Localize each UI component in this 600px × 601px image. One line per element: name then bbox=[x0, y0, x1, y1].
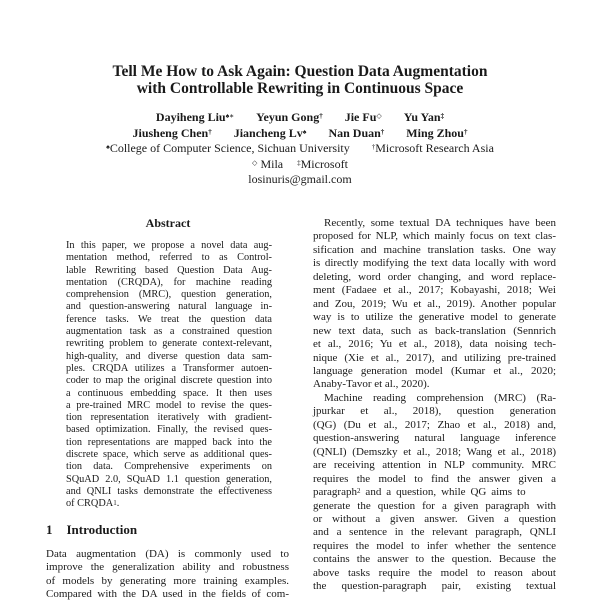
line-text: augmentation task as a constrained question bbox=[66, 326, 272, 338]
author-affiliation-mark: † bbox=[463, 127, 468, 136]
line-text: and QNLI tasks demonstrate the effectiveness bbox=[66, 485, 272, 497]
line-text: and Zou, 2019; Wu et al., 2019). Another popular bbox=[313, 297, 556, 310]
abstract-body bbox=[66, 240, 272, 511]
text-line bbox=[313, 540, 556, 553]
affiliations-row-1 bbox=[0, 141, 600, 157]
line-text: lable Rewriting based Question Data Aug- bbox=[66, 264, 272, 276]
line-text: generate the question for a given paragraph with bbox=[313, 499, 556, 512]
line-text: language generation model (Kumar et al., 2020; bbox=[313, 364, 556, 377]
footnote-mark: 1 bbox=[113, 499, 117, 508]
text-line bbox=[66, 240, 272, 252]
text-line bbox=[313, 486, 556, 499]
text-line bbox=[66, 375, 272, 387]
text-line bbox=[66, 486, 272, 498]
text-line bbox=[66, 424, 272, 436]
text-line bbox=[313, 513, 556, 526]
paper-title bbox=[0, 63, 600, 97]
text-line bbox=[66, 301, 272, 313]
footnote-mark: 2 bbox=[356, 487, 361, 496]
authors-row-2 bbox=[0, 126, 600, 142]
line-text: rewriting problem to generate context-relevant, bbox=[66, 338, 272, 350]
author-affiliation-mark: ‡ bbox=[440, 112, 445, 120]
line-text: ference tasks. We treat the question data bbox=[66, 313, 272, 325]
line-text: ment (Fadaee et al., 2017; Kobayashi, 2018; Wei bbox=[313, 284, 556, 297]
line-text: comprehension (MRC), question generation, bbox=[66, 289, 272, 301]
text-line bbox=[46, 561, 289, 574]
author-name: Jiusheng Chen bbox=[132, 125, 209, 140]
introduction-body bbox=[46, 548, 289, 601]
author-affiliation-mark: † bbox=[319, 112, 323, 120]
line-text: tion representations are mapped back into the bbox=[66, 436, 272, 448]
line-text: ples. CRQDA utilizes a Transformer autoen- bbox=[66, 362, 272, 374]
title-line-2: with Controllable Rewriting in Continuous Space bbox=[136, 80, 464, 97]
text-line bbox=[313, 311, 556, 324]
text-line bbox=[66, 277, 272, 289]
text-line bbox=[313, 392, 556, 405]
line-text: deleting, word order changing, and word replace- bbox=[313, 270, 556, 283]
line-text: a pre-trained MRC model to revise the ques- bbox=[66, 399, 272, 411]
line-text: In this paper, we propose a novel data aug- bbox=[66, 240, 272, 251]
text-line bbox=[66, 474, 272, 486]
text-line bbox=[313, 378, 556, 391]
introduction-heading bbox=[46, 522, 137, 538]
line-text: nique (Xie et al., 2017), and utilizing pre-trained bbox=[313, 351, 556, 364]
line-text: sification and machine translation tasks. One way bbox=[313, 243, 556, 256]
text-line bbox=[46, 548, 289, 561]
text-line bbox=[313, 298, 556, 311]
affiliation-mark: ‡ bbox=[297, 158, 301, 167]
text-line bbox=[313, 580, 556, 593]
text-line bbox=[313, 230, 556, 243]
text-line bbox=[313, 284, 556, 297]
line-text: SQuAD 2.0, SQuAD 1.1 question generation, bbox=[66, 473, 272, 485]
text-line bbox=[313, 500, 556, 513]
line-text: way is to utilize the generative model to generate bbox=[313, 311, 556, 324]
line-text: improve the generalization ability and robustness bbox=[46, 561, 289, 574]
text-line bbox=[46, 575, 289, 588]
author-block bbox=[0, 110, 600, 188]
line-text: mentation (CRQDA), for machine reading bbox=[66, 276, 272, 288]
line-text: paragraph bbox=[313, 486, 357, 499]
author-affiliation-mark: ♠ bbox=[302, 127, 307, 136]
text-line bbox=[313, 352, 556, 365]
authors-row-1 bbox=[0, 110, 600, 126]
text-line bbox=[46, 588, 289, 601]
text-line bbox=[313, 257, 556, 270]
text-line bbox=[313, 526, 556, 539]
line-text: or without a given answer. Given a question bbox=[313, 512, 556, 525]
line-text: are receiving attention in NLP community. MRC bbox=[313, 459, 556, 472]
line-text: above tasks require the model to reason about bbox=[313, 566, 556, 579]
line-text: and a question, while QG aims to bbox=[360, 486, 526, 499]
text-line bbox=[66, 351, 272, 363]
line-text: question-answering natural language inference bbox=[313, 432, 556, 445]
line-text: (QNLI) (Demszky et al., 2018; Wang et al., 2018) bbox=[313, 445, 556, 458]
line-text: of models by generating more training examples. bbox=[46, 574, 289, 587]
line-text: tion data. Comprehensive experiments on bbox=[66, 461, 272, 473]
affiliation-msra: Microsoft Research Asia bbox=[375, 141, 494, 155]
text-line bbox=[66, 314, 272, 326]
line-text: requires the model to find the answer given a bbox=[313, 472, 556, 485]
line-text: mentation method, referred to as Control- bbox=[66, 252, 272, 264]
affiliation-mark: ♠ bbox=[106, 143, 110, 151]
author-name: Jie Fu bbox=[344, 110, 377, 124]
line-text: the question-paragraph pair, existing textual bbox=[313, 580, 556, 593]
line-text: Compared with the DA used in the fields of com- bbox=[46, 587, 289, 600]
author-name: Yeyun Gong bbox=[256, 110, 320, 124]
line-text: jpurkar et al., 2018), question generation bbox=[313, 405, 556, 418]
text-line bbox=[66, 461, 272, 473]
line-text: and question-answering natural language in- bbox=[66, 301, 272, 313]
affiliation-mark: † bbox=[371, 143, 376, 151]
text-line bbox=[66, 289, 272, 301]
text-line bbox=[313, 244, 556, 257]
affiliation-microsoft: Microsoft bbox=[300, 156, 348, 171]
affiliations-row-2 bbox=[0, 157, 600, 173]
text-line bbox=[313, 446, 556, 459]
text-line bbox=[313, 338, 556, 351]
text-line bbox=[66, 326, 272, 338]
line-text: proposed for NLP, which mainly focus on text clas- bbox=[313, 230, 556, 243]
author-affiliation-mark: † bbox=[380, 127, 385, 136]
author-name: Nan Duan bbox=[328, 125, 381, 140]
abstract-heading: Abstract bbox=[145, 216, 191, 230]
text-line bbox=[313, 567, 556, 580]
affiliation-mila: Mila bbox=[260, 156, 284, 171]
text-line bbox=[313, 459, 556, 472]
text-line bbox=[66, 363, 272, 375]
line-text: (QG) (Du et al., 2017; Zhao et al., 2018) and, bbox=[313, 418, 556, 431]
text-line bbox=[66, 449, 272, 461]
line-text: and a sentence in the relevant paragraph, QNLI bbox=[313, 526, 556, 539]
text-line bbox=[66, 412, 272, 424]
text-line bbox=[313, 365, 556, 378]
text-line bbox=[313, 473, 556, 486]
text-line bbox=[66, 437, 272, 449]
text-line bbox=[313, 405, 556, 418]
line-text: Recently, some textual DA techniques have been bbox=[324, 217, 556, 229]
text-line bbox=[66, 252, 272, 264]
line-text: new text data, such as back-translation (Sennrich bbox=[313, 324, 556, 337]
line-text: contains the answer to the question. Because the bbox=[313, 553, 556, 566]
affiliation-mark: ◇ bbox=[252, 158, 258, 167]
author-affiliation-mark: ♠∗ bbox=[225, 112, 235, 120]
text-line bbox=[313, 217, 556, 230]
line-text: discrete space, which serve as additional ques- bbox=[66, 449, 272, 461]
text-line bbox=[313, 432, 556, 445]
author-name: Ming Zhou bbox=[406, 125, 464, 140]
text-line: of CRQDA$^1$. bbox=[66, 498, 120, 510]
author-name: Dayiheng Liu bbox=[155, 110, 226, 124]
line-text: tion representation iteratively with gradient- bbox=[66, 412, 272, 424]
text-line bbox=[66, 388, 272, 400]
line-text: of CRQDA bbox=[66, 498, 114, 510]
line-text: coder to map the original discrete question into bbox=[66, 375, 272, 387]
author-affiliation-mark: ◇ bbox=[376, 112, 382, 120]
line-text: requires the model to infer whether the sentence bbox=[313, 539, 556, 552]
author-affiliation-mark: † bbox=[208, 127, 212, 136]
author-email: losinuris@gmail.com bbox=[248, 172, 352, 186]
line-text: Anaby-Tavor et al., 2020). bbox=[313, 378, 430, 391]
text-line bbox=[313, 553, 556, 566]
line-text: high-quality, and diverse question data sam- bbox=[66, 350, 272, 362]
line-text: based optimization. Finally, the revised ques- bbox=[66, 424, 272, 436]
section-number: 1 bbox=[46, 522, 53, 537]
author-name: Jiancheng Lv bbox=[233, 125, 303, 140]
line-text: is directly modifying the text data locally with word bbox=[313, 257, 556, 270]
line-text: Machine reading comprehension (MRC) (Ra- bbox=[324, 391, 556, 404]
text-line bbox=[66, 400, 272, 412]
text-line bbox=[313, 271, 556, 284]
author-name: Yu Yan bbox=[403, 110, 441, 124]
right-column-body bbox=[313, 217, 556, 594]
text-line bbox=[66, 338, 272, 350]
section-title: Introduction bbox=[66, 522, 138, 537]
text-line bbox=[66, 265, 272, 277]
line-text: Data augmentation (DA) is commonly used to bbox=[46, 548, 289, 560]
line-text: et al., 2016; Yu et al., 2018), data noising tech- bbox=[313, 338, 556, 351]
text-line bbox=[313, 419, 556, 432]
text-line bbox=[313, 325, 556, 338]
title-line-1: Tell Me How to Ask Again: Question Data Augmentation bbox=[112, 63, 488, 80]
line-text: a continuous embedding space. It then uses bbox=[66, 387, 272, 399]
affiliation-sichuan: College of Computer Science, Sichuan University bbox=[109, 141, 350, 155]
